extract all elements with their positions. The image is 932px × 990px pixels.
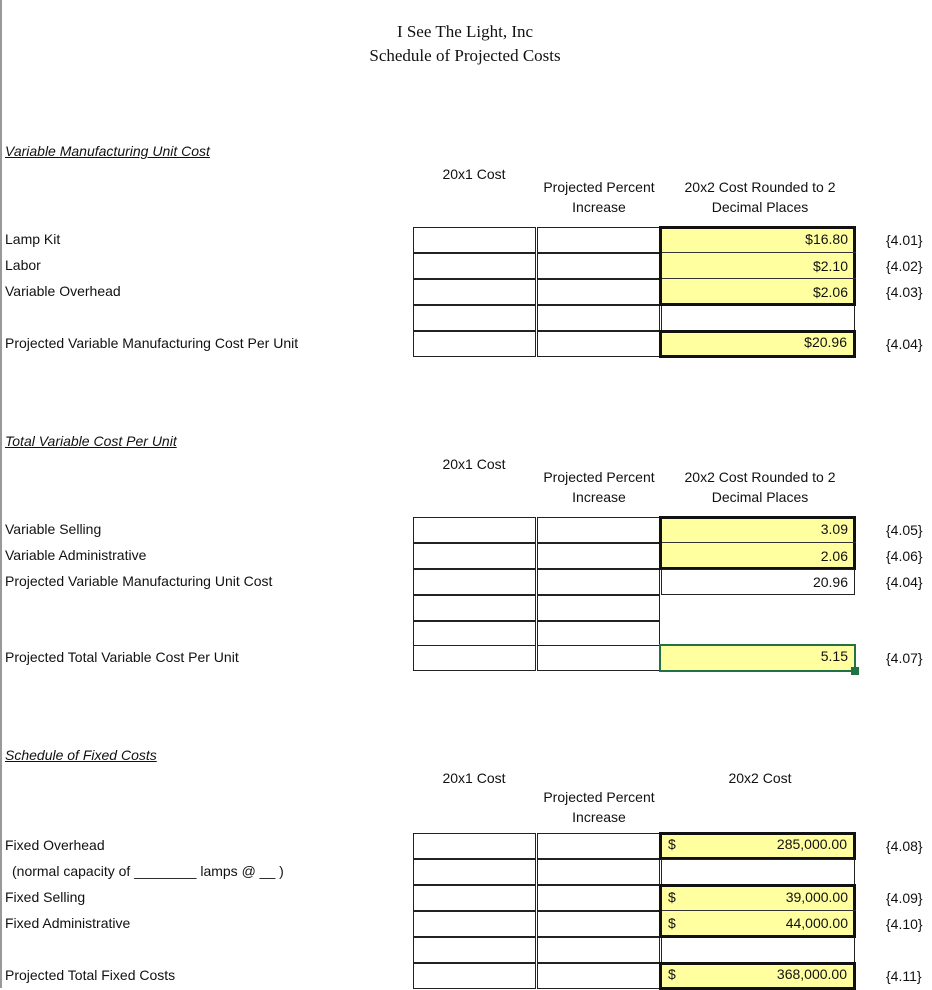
row-label-projected-variable-mfg: Projected Variable Manufacturing Cost Per Unit [5, 335, 299, 351]
row-label-projected-total-variable: Projected Total Variable Cost Per Unit [5, 649, 239, 665]
input-percent-normal-capacity[interactable] [537, 859, 660, 885]
col-header-percent: Projected Percent Increase [543, 789, 655, 825]
input-20x1-fixed-selling[interactable] [413, 885, 536, 911]
col-header-20x2: 20x2 Cost [728, 770, 792, 786]
input-20x1-total-fixed[interactable] [413, 963, 536, 989]
input-percent-fixed-overhead[interactable] [537, 833, 660, 859]
col-header-percent: Projected Percent Increase [543, 469, 655, 505]
input-percent-total[interactable] [537, 331, 660, 357]
ref-4-05: {4.05} [886, 522, 923, 538]
value-lamp-kit[interactable]: $16.80 [805, 231, 848, 247]
row-label-projected-variable-mfg-unit: Projected Variable Manufacturing Unit Cost [5, 573, 273, 589]
report-title: Schedule of Projected Costs [369, 46, 561, 65]
row-label-fixed-administrative: Fixed Administrative [5, 915, 131, 931]
ref-4-09: {4.09} [886, 890, 923, 906]
col-header-20x1: 20x1 Cost [442, 456, 506, 472]
input-percent-fixed-selling[interactable] [537, 885, 660, 911]
ref-4-06: {4.06} [886, 548, 923, 564]
row-divider [662, 910, 856, 911]
currency-symbol: $ [668, 966, 676, 982]
input-percent-total-variable[interactable] [537, 645, 660, 671]
input-percent-variable-mfg-unit[interactable] [537, 569, 660, 595]
row-divider [662, 252, 856, 253]
ref-4-11: {4.11} [886, 968, 922, 984]
company-title: I See The Light, Inc [396, 22, 534, 41]
col-header-20x1: 20x1 Cost [442, 770, 506, 786]
input-percent-lamp-kit[interactable] [537, 227, 660, 253]
input-percent-blank[interactable] [537, 595, 660, 621]
input-20x1-fixed-administrative[interactable] [413, 911, 536, 937]
left-border [0, 0, 2, 988]
section-title-fixed-costs: Schedule of Fixed Costs [5, 747, 157, 763]
input-20x1-variable-selling[interactable] [413, 517, 536, 543]
ref-4-08: {4.08} [886, 838, 923, 854]
input-20x1-total-variable[interactable] [413, 645, 536, 671]
col-header-20x2: 20x2 Cost Rounded to 2 Decimal Places [684, 179, 836, 215]
ref-4-04: {4.04} [886, 574, 923, 590]
value-projected-variable-mfg[interactable]: $20.96 [659, 330, 856, 358]
row-label-projected-total-fixed: Projected Total Fixed Costs [5, 967, 176, 983]
input-20x1-variable-mfg-unit[interactable] [413, 569, 536, 595]
input-20x1-total[interactable] [413, 331, 536, 357]
input-percent-variable-administrative[interactable] [537, 543, 660, 569]
input-20x1-variable-overhead[interactable] [413, 279, 536, 305]
value-fixed-overhead: 285,000.00 [776, 836, 847, 852]
input-percent-blank[interactable] [537, 937, 660, 963]
value-fixed-administrative: 44,000.00 [785, 915, 848, 931]
input-20x1-labor[interactable] [413, 253, 536, 279]
input-20x1-fixed-overhead[interactable] [413, 833, 536, 859]
row-label-fixed-overhead: Fixed Overhead [5, 837, 105, 853]
input-percent-blank[interactable] [537, 621, 660, 647]
row-label-lamp-kit: Lamp Kit [5, 231, 61, 247]
value-variable-selling[interactable]: 3.09 [820, 521, 848, 537]
col-header-20x2: 20x2 Cost Rounded to 2 Decimal Places [684, 469, 836, 505]
row-divider [662, 542, 856, 543]
input-20x2-blank[interactable] [661, 937, 855, 963]
value-projected-total-fixed-cell[interactable] [659, 962, 856, 990]
section-title-total-variable: Total Variable Cost Per Unit [5, 433, 177, 449]
input-percent-variable-overhead[interactable] [537, 279, 660, 305]
col-header-20x1: 20x1 Cost [442, 166, 506, 182]
value-variable-overhead[interactable]: $2.06 [812, 284, 848, 300]
currency-symbol: $ [668, 915, 676, 931]
col-header-percent: Projected Percent Increase [543, 179, 655, 215]
input-percent-blank[interactable] [537, 305, 660, 331]
row-divider [662, 278, 856, 279]
row-label-variable-administrative: Variable Administrative [5, 547, 147, 563]
ref-4-01: {4.01} [886, 232, 923, 248]
input-percent-total-fixed[interactable] [537, 963, 660, 989]
value-fixed-selling: 39,000.00 [785, 889, 848, 905]
input-20x1-lamp-kit[interactable] [413, 227, 536, 253]
input-percent-labor[interactable] [537, 253, 660, 279]
ref-4-04: {4.04} [886, 336, 923, 352]
row-label-labor: Labor [5, 257, 41, 273]
input-20x1-variable-administrative[interactable] [413, 543, 536, 569]
ref-4-07: {4.07} [886, 650, 923, 666]
fill-handle[interactable] [851, 667, 859, 675]
value-projected-total-fixed: 368,000.00 [776, 966, 847, 982]
input-percent-variable-selling[interactable] [537, 517, 660, 543]
row-label-variable-overhead: Variable Overhead [5, 283, 121, 299]
input-20x1-blank[interactable] [413, 937, 536, 963]
row-label-fixed-selling: Fixed Selling [5, 889, 86, 905]
value-labor[interactable]: $2.10 [812, 258, 848, 274]
value-projected-total-variable[interactable]: 5.15 [659, 644, 856, 672]
value-fixed-overhead-cell[interactable] [659, 832, 856, 860]
value-fixed-administrative-cell[interactable] [668, 915, 848, 931]
value-fixed-selling-cell[interactable] [668, 889, 848, 905]
input-20x2-normal-capacity[interactable] [661, 859, 855, 885]
input-20x2-blank[interactable] [661, 305, 855, 331]
input-20x1-blank[interactable] [413, 305, 536, 331]
currency-symbol: $ [668, 889, 676, 905]
ref-4-10: {4.10} [886, 916, 923, 932]
value-variable-administrative[interactable]: 2.06 [820, 548, 848, 564]
input-percent-fixed-administrative[interactable] [537, 911, 660, 937]
ref-4-02: {4.02} [886, 258, 923, 274]
row-label-normal-capacity: (normal capacity of ________ lamps @ __ ) [12, 863, 284, 879]
currency-symbol: $ [668, 836, 676, 852]
input-20x1-normal-capacity[interactable] [413, 859, 536, 885]
ref-4-03: {4.03} [886, 284, 923, 300]
input-20x1-blank[interactable] [413, 621, 536, 647]
row-label-variable-selling: Variable Selling [5, 521, 102, 537]
value-projected-variable-mfg-unit[interactable]: 20.96 [661, 569, 855, 595]
input-20x1-blank[interactable] [413, 595, 536, 621]
section-title-variable-manufacturing: Variable Manufacturing Unit Cost [5, 143, 210, 159]
